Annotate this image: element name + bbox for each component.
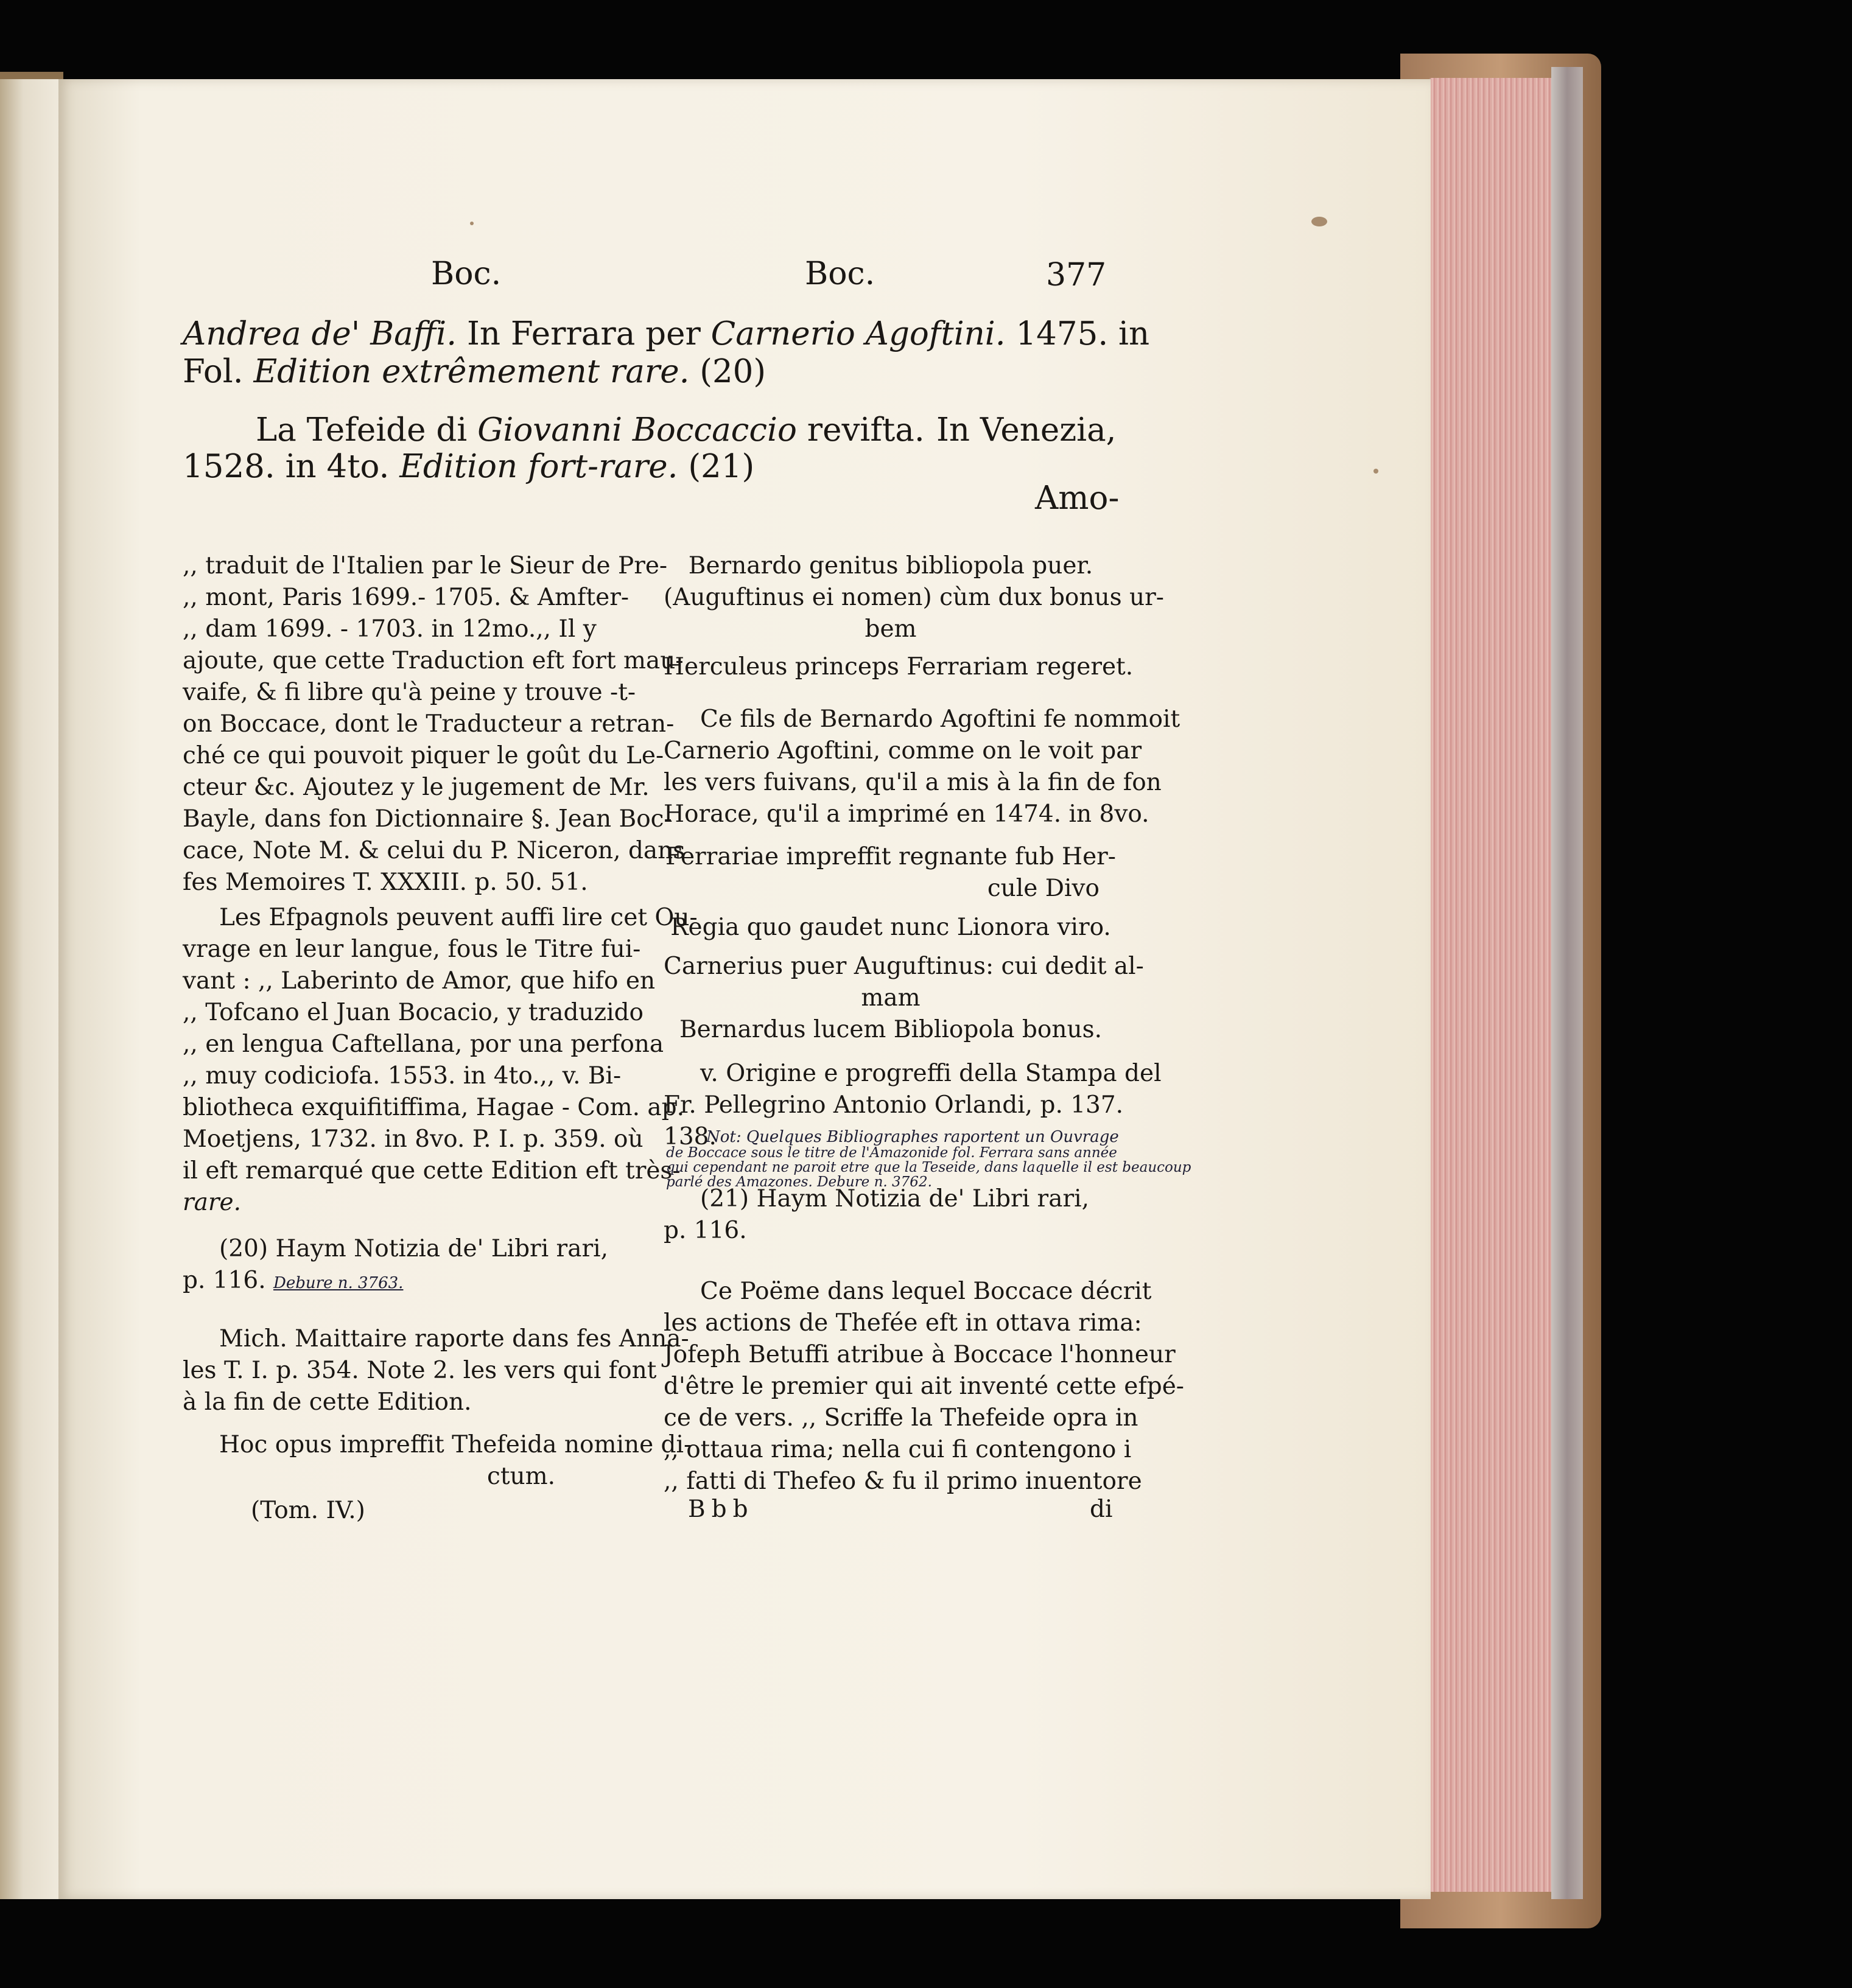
paper-speck — [1373, 469, 1378, 474]
catchword-top: Amo- — [1035, 480, 1120, 517]
verse-line: Hoc opus impreffit Thefeida nomine di- — [219, 1431, 692, 1458]
signature-tom: (Tom. IV.) — [251, 1497, 365, 1524]
text-line: à la fin de cette Edition. — [183, 1388, 472, 1416]
paper-speck — [1311, 217, 1327, 226]
left-col-verse — [183, 1429, 692, 1493]
handwritten-line: qui cependant ne paroit etre que la Teseide, dans laquelle il est beaucoup — [666, 1160, 1191, 1175]
verse-line: Herculeus princeps Ferrariam regeret. — [664, 653, 1134, 681]
paper-speck — [470, 222, 474, 225]
verse-line: bem — [865, 615, 917, 643]
footnote-20 — [183, 1233, 608, 1297]
right-col-verse-1 — [664, 550, 1164, 683]
text-line: bliotheca exquifitiffima, Hagae - Com. ap. — [183, 1094, 684, 1121]
verse-line: (Auguftinus ei nomen) cùm dux bonus ur- — [664, 584, 1164, 611]
text-line: Les Efpagnols peuvent auffi lire cet Ou- — [219, 904, 698, 931]
verse-line: Ferrariae impreffit regnante fub Her- — [665, 843, 1116, 870]
text-line: fes Memoires T. XXXIII. p. 50. 51. — [183, 869, 588, 896]
entry-2-line-2: 1528. in 4to. Edition fort-rare. (21) — [183, 448, 755, 485]
right-col-verse-2 — [664, 841, 1144, 1046]
text-line: vaife, & fi libre qu'à peine y trouve -t- — [183, 679, 636, 706]
verse-line: Regia quo gaudet nunc Lionora viro. — [670, 914, 1111, 941]
text-line: il eft remarqué que cette Edition eft très- — [183, 1157, 681, 1185]
verse-line: Bernardus lucem Bibliopola bonus. — [679, 1016, 1102, 1043]
text-line: ,, traduit de l'Italien par le Sieur de Pre- — [183, 552, 668, 579]
verse-line: mam — [861, 984, 921, 1012]
text-line: les vers fuivans, qu'il a mis à la fin de fon — [664, 769, 1162, 796]
text-line: Horace, qu'il a imprimé en 1474. in 8vo. — [664, 800, 1149, 828]
left-col-paragraph-2 — [183, 902, 698, 1219]
text-line: Ce Poëme dans lequel Boccace décrit — [700, 1278, 1152, 1305]
footnote-line: (21) Haym Notizia de' Libri rari, — [700, 1185, 1089, 1213]
page-number: 377 — [1046, 257, 1107, 293]
text-line: ,, dam 1699. - 1703. in 12mo.,, Il y — [183, 615, 597, 643]
text-line: Ce fils de Bernardo Agoftini fe nommoit — [700, 705, 1180, 733]
catchword-bottom: di — [1090, 1496, 1113, 1523]
text-line: v. Origine e progreffi della Stampa del — [700, 1060, 1162, 1087]
text-line: on Boccace, dont le Traducteur a retran- — [183, 710, 675, 738]
text-line: 138. — [664, 1123, 717, 1150]
text-line: ,, mont, Paris 1699.- 1705. & Amfter- — [183, 584, 630, 611]
running-head-left: Boc. — [431, 256, 502, 292]
marbled-endpaper-edge — [1551, 67, 1583, 1899]
text-line: ,, en lengua Caftellana, por una perfona — [183, 1031, 664, 1058]
text-line: Jofeph Betuffi atribue à Boccace l'honneur — [664, 1341, 1176, 1368]
text-line: Fr. Pellegrino Antonio Orlandi, p. 137. — [664, 1091, 1124, 1119]
left-page-edge — [0, 79, 60, 1899]
left-col-paragraph-1 — [183, 550, 685, 898]
text-line: ché ce qui pouvoit piquer le goût du Le- — [183, 742, 664, 769]
handwritten-line: de Boccace sous le titre de l'Amazonide fol. Ferrara sans année — [666, 1145, 1117, 1161]
handwritten-line: parlé des Amazones. Debure n. 3762. — [666, 1174, 932, 1190]
footnote-line: p. 116. Debure n. 3763. — [183, 1267, 404, 1294]
footnote-line: (20) Haym Notizia de' Libri rari, — [219, 1235, 608, 1262]
text-line: d'être le premier qui ait inventé cette efpé- — [664, 1373, 1184, 1400]
text-line: Moetjens, 1732. in 8vo. P. I. p. 359. où — [183, 1125, 644, 1153]
entry-2-place: In Venezia, — [936, 411, 1117, 449]
entry-1-line-2: Fol. Edition extrêmement rare. (20) — [183, 353, 766, 390]
text-line: ,, Tofcano el Juan Bocacio, y traduzido — [183, 999, 644, 1026]
text-line: Mich. Maittaire raporte dans fes Anna- — [219, 1325, 689, 1353]
verse-line: Bernardo genitus bibliopola puer. — [688, 552, 1093, 579]
handwritten-annotation: Debure n. 3763. — [273, 1274, 404, 1292]
text-line: rare. — [183, 1189, 242, 1216]
footnote-21 — [664, 1183, 1089, 1247]
text-line: Carnerio Agoftini, comme on le voit par — [664, 737, 1142, 765]
text-line: ce de vers. ,, Scriffe la Thefeide opra in — [664, 1404, 1138, 1432]
verse-line: cule Divo — [987, 875, 1100, 902]
running-head-center: Boc. — [805, 256, 875, 292]
entry-1-line-1: Andrea de' Baffi. In Ferrara per Carnerio Agoftini. 1475. in — [183, 315, 1150, 352]
left-col-paragraph-3 — [183, 1323, 689, 1418]
text-line: cace, Note M. & celui du P. Niceron, dans — [183, 837, 686, 864]
right-col-paragraph-3 — [664, 1276, 1184, 1497]
text-line: ajoute, que cette Traduction eft fort mau- — [183, 647, 684, 674]
red-sprinkled-fore-edge — [1429, 78, 1554, 1892]
verse-line: Carnerius puer Auguftinus: cui dedit al- — [664, 953, 1144, 980]
text-line: ,, muy codiciofa. 1553. in 4to.,, v. Bi- — [183, 1062, 622, 1090]
right-col-paragraph-1 — [664, 704, 1180, 830]
signature-mark: Bbb — [688, 1496, 754, 1523]
text-line: vrage en leur langue, fous le Titre fui- — [183, 936, 641, 963]
text-line: Bayle, dans fon Dictionnaire §. Jean Boc- — [183, 805, 672, 833]
text-line: vant : ,, Laberinto de Amor, que hifo en — [183, 967, 656, 995]
text-line: ,, fatti di Thefeo & fu il primo inuentore — [664, 1468, 1142, 1495]
handwritten-line: Not: Quelques Bibliographes raportent un Ouvrage — [706, 1128, 1119, 1146]
text-line: cteur &c. Ajoutez y le jugement de Mr. — [183, 774, 650, 801]
verse-line: ctum. — [486, 1463, 555, 1490]
text-line: les actions de Thefée eft in ottava rima: — [664, 1309, 1142, 1337]
entry-2-line-1-left: La Tefeide di Giovanni Boccaccio revifta. — [256, 411, 925, 449]
text-line: les T. I. p. 354. Note 2. les vers qui font — [183, 1357, 657, 1384]
footnote-line: p. 116. — [664, 1217, 747, 1244]
text-line: ,, ottaua rima; nella cui fi contengono i — [664, 1436, 1132, 1463]
